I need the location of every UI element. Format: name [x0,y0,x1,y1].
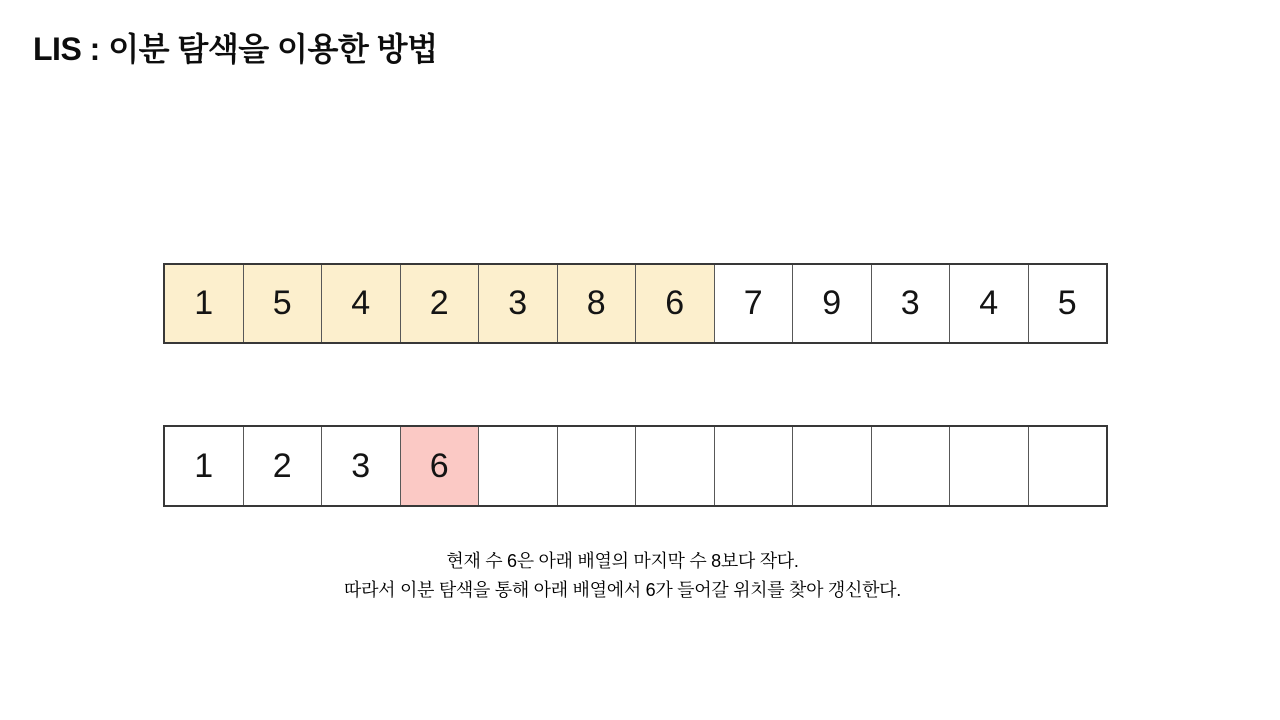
array-cell [479,427,558,505]
array-cell: 5 [1029,265,1107,342]
array-cell: 2 [401,265,480,342]
array-cell: 4 [950,265,1029,342]
array-cell [950,427,1029,505]
array-cell: 6 [401,427,480,505]
array-cell: 3 [479,265,558,342]
array-cell: 5 [244,265,323,342]
array-cell [793,427,872,505]
array-cell: 3 [322,427,401,505]
lis-array [163,425,1108,507]
array-cell [636,427,715,505]
caption-line-2: 따라서 이분 탐색을 통해 아래 배열에서 6가 들어갈 위치를 찾아 갱신한다. [344,580,901,600]
caption [0,547,1245,605]
array-cell: 6 [636,265,715,342]
caption-line-1: 현재 수 6은 아래 배열의 마지막 수 8보다 작다. [446,551,799,571]
array-cell [558,427,637,505]
array-cell: 4 [322,265,401,342]
array-cell: 1 [165,427,244,505]
array-cell: 8 [558,265,637,342]
array-cell: 9 [793,265,872,342]
array-cell: 2 [244,427,323,505]
array-cell [715,427,794,505]
array-cell [1029,427,1107,505]
page-title: LIS : 이분 탐색을 이용한 방법 [33,31,438,67]
array-cell: 1 [165,265,244,342]
array-cell: 7 [715,265,794,342]
array-cell: 3 [872,265,951,342]
array-cell [872,427,951,505]
input-array [163,263,1108,344]
